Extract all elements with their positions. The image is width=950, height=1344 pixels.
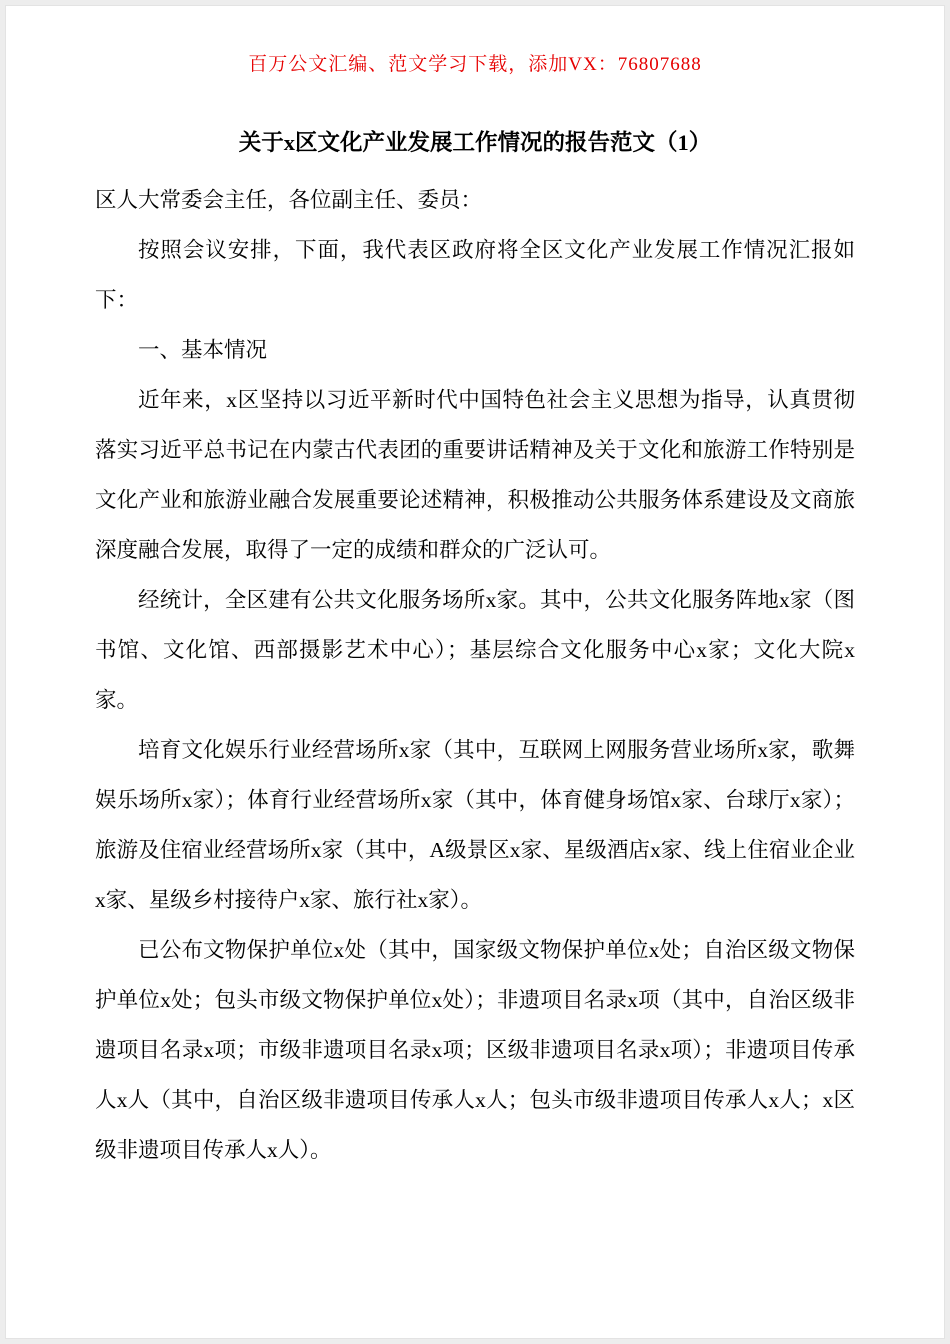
paragraph: 一、基本情况 [138,338,268,362]
watermark-notice: 百万公文汇编、范文学习下载，添加VX：76807688 [248,54,702,75]
paragraph: 已公布文物保护单位x处（其中，国家级文物保护单位x处；自治区级文物保护单位x处；包头市级文物保护单位x处）；非遗项目名录x项（其中，自治区级非遗项目名录x项；市级非遗项目名录x项；区级非遗项目名录x项）；非遗项目传承人x人（其中，自治区级非遗项目传承人x人；包头市级非遗项目传承人x人；x区级非遗项目传承人x人）。 [95,938,855,1162]
document-body [95,175,855,1175]
paragraph: 培育文化娱乐行业经营场所x家（其中，互联网上网服务营业场所x家，歌舞娱乐场所x家）；体育行业经营场所x家（其中，体育健身场馆x家、台球厅x家）；旅游及住宿业经营场所x家（其中，A级景区x家、星级酒店x家、线上住宿业企业x家、星级乡村接待户x家、旅行社x家）。 [95,738,855,912]
document-title: 关于x区文化产业发展工作情况的报告范文（1） [238,130,712,155]
paragraph: 经统计，全区建有公共文化服务场所x家。其中，公共文化服务阵地x家（图书馆、文化馆、西部摄影艺术中心）；基层综合文化服务中心x家；文化大院x家。 [95,588,855,712]
paragraph: 区人大常委会主任，各位副主任、委员： [95,188,483,212]
paragraph: 按照会议安排，下面，我代表区政府将全区文化产业发展工作情况汇报如下： [95,238,855,312]
document-page [5,5,945,1339]
paragraph: 近年来，x区坚持以习近平新时代中国特色社会主义思想为指导，认真贯彻落实习近平总书记在内蒙古代表团的重要讲话精神及关于文化和旅游工作特别是文化产业和旅游业融合发展重要论述精神，积极推动公共服务体系建设及文商旅深度融合发展，取得了一定的成绩和群众的广泛认可。 [95,388,855,562]
